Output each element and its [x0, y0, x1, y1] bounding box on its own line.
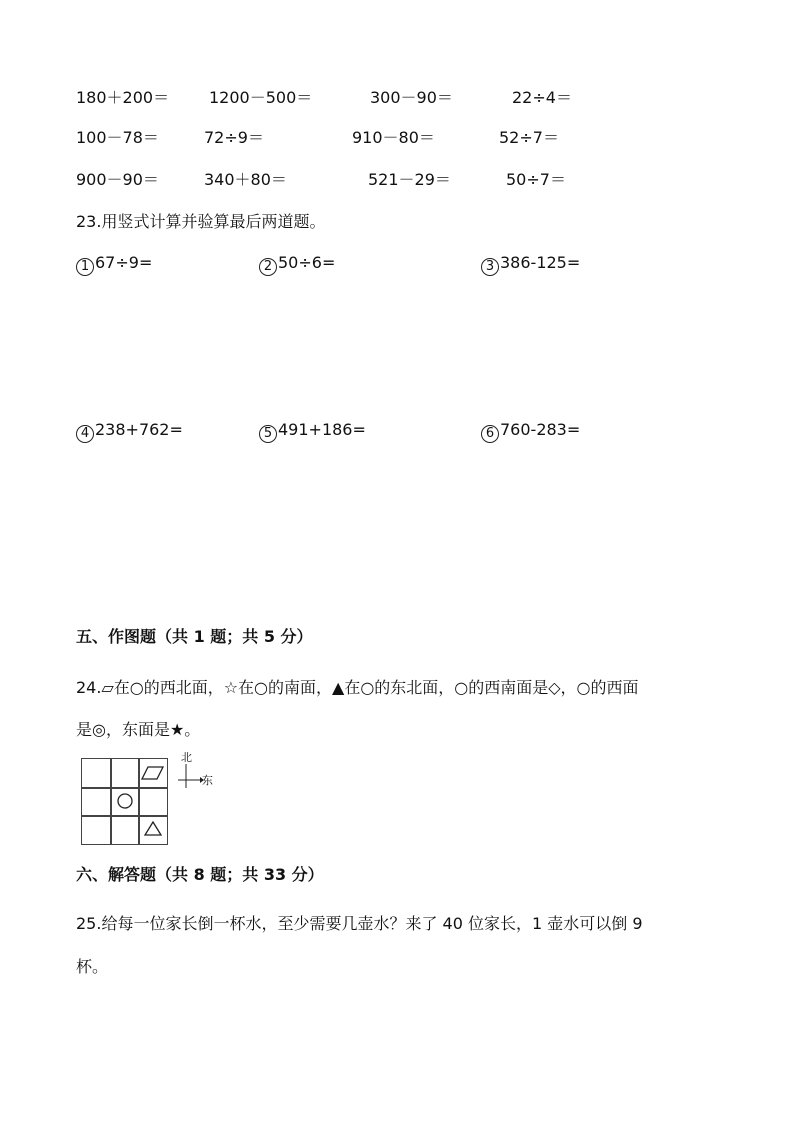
calc-item: 180＋200＝ [76, 88, 170, 107]
q23-item-3 [481, 253, 580, 276]
calc-item: 900－90＝ [76, 170, 159, 189]
calc-item: 1200－500＝ [209, 88, 313, 107]
calc-item: 340＋80＝ [204, 170, 287, 189]
q23-expr: 67÷9= [95, 253, 153, 272]
circled-number: 5 [259, 425, 277, 443]
circled-number: 2 [259, 258, 277, 276]
circle-icon [115, 791, 135, 811]
q23-expr: 760-283= [500, 420, 581, 439]
east-label: 东 [202, 774, 213, 787]
calc-item: 72÷9＝ [204, 128, 264, 147]
calc-item: 521－29＝ [368, 170, 451, 189]
calc-item: 910－80＝ [352, 128, 435, 147]
q23-expr: 50÷6= [278, 253, 336, 272]
calc-item: 50÷7＝ [506, 170, 566, 189]
q23-item-4 [76, 420, 183, 443]
q23-item-6 [481, 420, 580, 443]
section6-heading: 六、解答题（共 8 题；共 33 分） [76, 865, 324, 884]
q24-line-2: 是◎，东面是★。 [76, 720, 201, 739]
circled-number: 4 [76, 425, 94, 443]
q23-title: 23.用竖式计算并验算最后两道题。 [76, 212, 326, 231]
q25-line-1: 25.给每一位家长倒一杯水，至少需要几壶水？来了 40 位家长，1 壶水可以倒 9 [76, 914, 643, 933]
q23-item-2 [259, 253, 335, 276]
parallelogram-icon [140, 763, 166, 783]
calc-item: 300－90＝ [370, 88, 453, 107]
compass-arrow-icon [176, 764, 204, 790]
q23-item-5 [259, 420, 366, 443]
calc-item: 22÷4＝ [512, 88, 572, 107]
triangle-icon [143, 819, 163, 839]
q23-item-1 [76, 253, 152, 276]
circled-number: 3 [481, 258, 499, 276]
direction-grid [81, 758, 168, 845]
calc-item: 100－78＝ [76, 128, 159, 147]
compass [176, 752, 216, 792]
calc-item: 52÷7＝ [499, 128, 559, 147]
q23-expr: 386-125= [500, 253, 581, 272]
q23-expr: 238+762= [95, 420, 183, 439]
q25-line-2: 杯。 [76, 957, 109, 976]
north-label: 北 [181, 751, 192, 764]
section5-heading: 五、作图题（共 1 题；共 5 分） [76, 627, 313, 646]
q24-line-1: 24.▱在○的西北面，☆在○的南面，▲在○的东北面，○的西南面是◇，○的西面 [76, 678, 639, 697]
circled-number: 1 [76, 258, 94, 276]
circled-number: 6 [481, 425, 499, 443]
q23-expr: 491+186= [278, 420, 366, 439]
